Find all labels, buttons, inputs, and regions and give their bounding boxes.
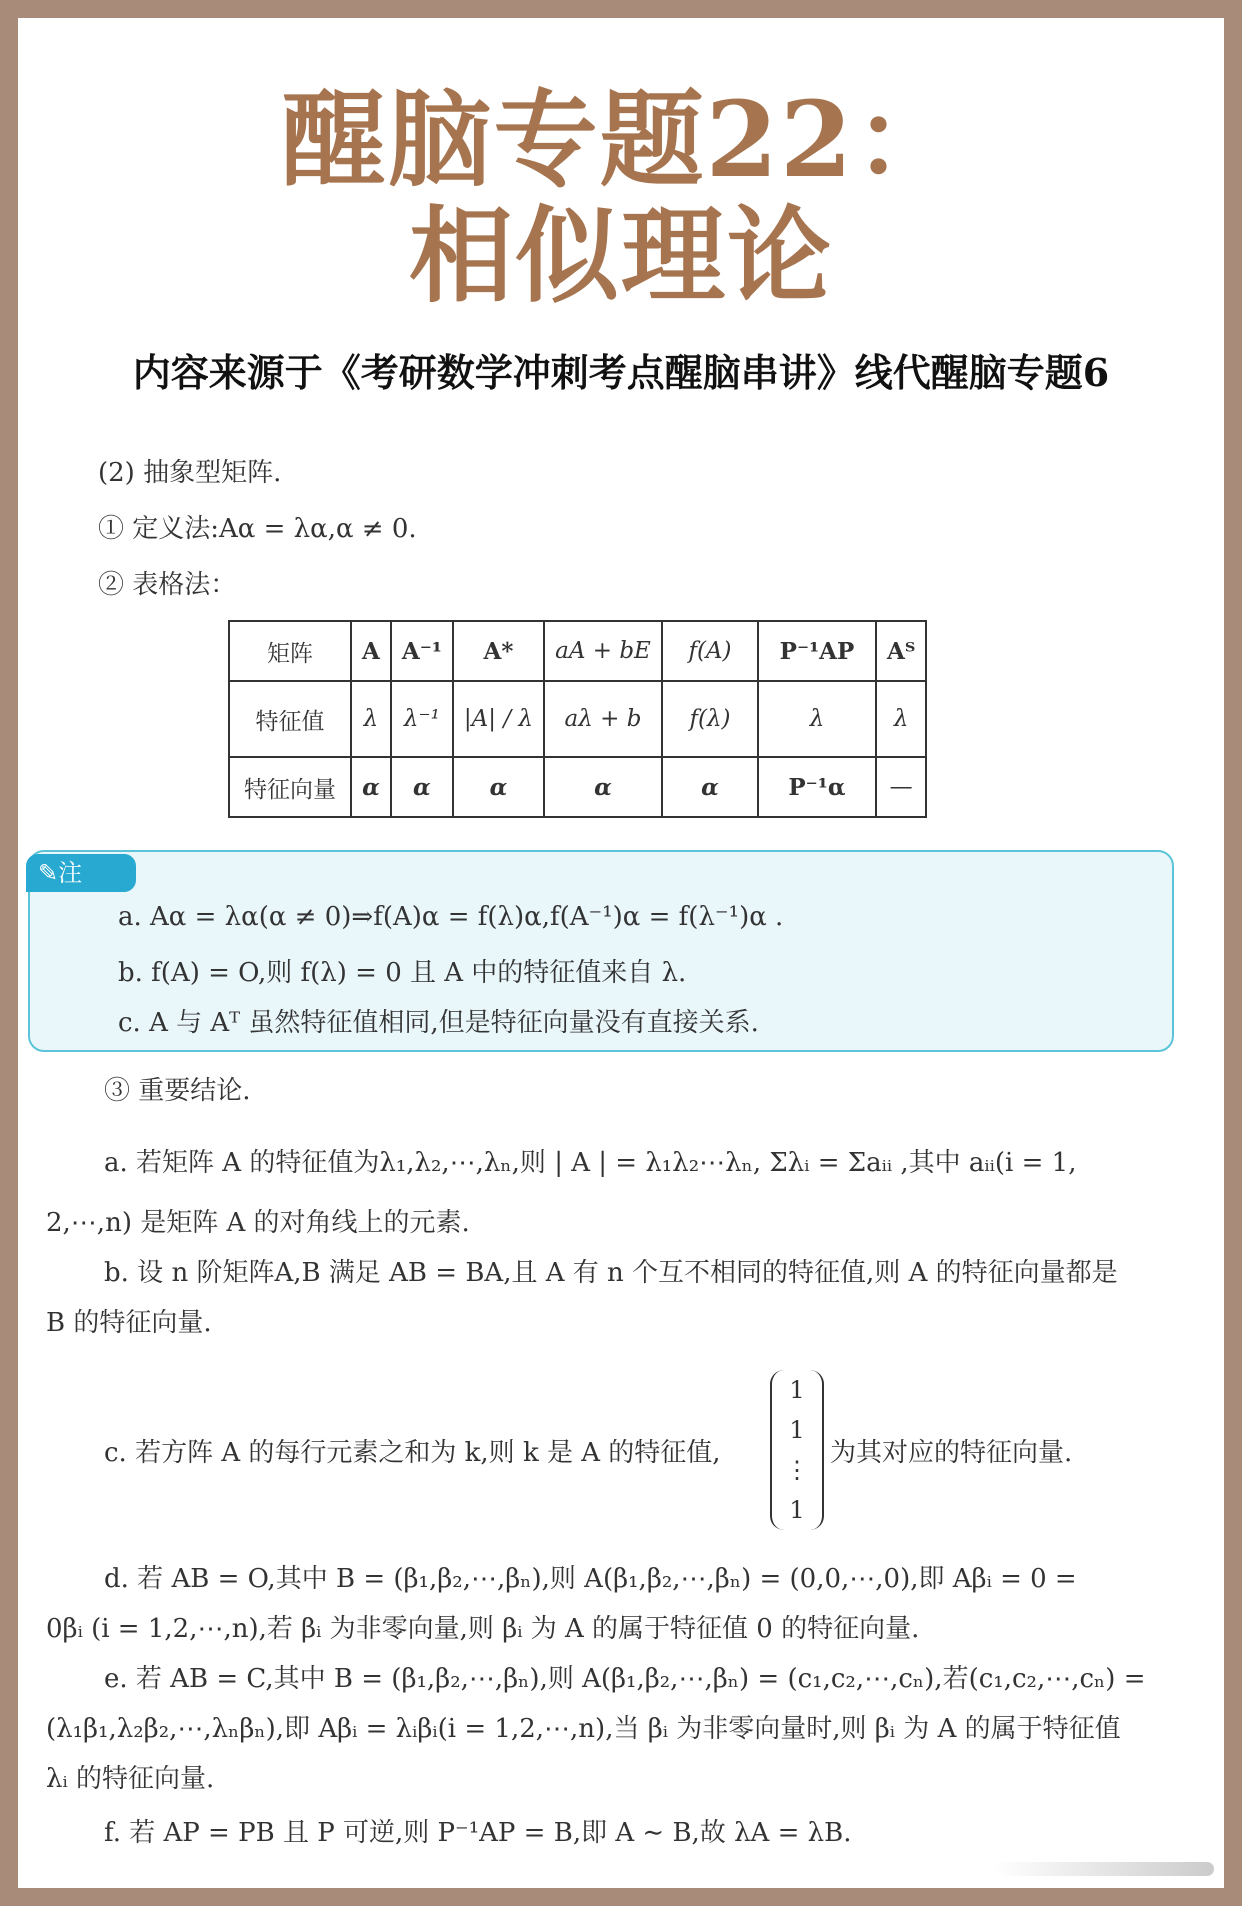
table-method: ② 表格法： — [98, 570, 237, 600]
note-item-b: b. f(A) = O,则 f(λ) = 0 且 A 中的特征值来自 λ. — [118, 958, 687, 988]
conclusion-c-tail: 为其对应的特征向量. — [830, 1438, 1073, 1468]
conclusion-b-line2: B 的特征向量. — [46, 1308, 212, 1338]
edit-note-icon: ✎ — [38, 859, 59, 887]
table-cell: f(λ) — [662, 681, 758, 757]
vector-entry: 1 — [789, 1416, 805, 1444]
table-row — [229, 757, 926, 817]
table-row — [229, 621, 926, 681]
note-tag-label: 注 — [58, 859, 83, 887]
note-tag — [26, 854, 136, 892]
table-cell: P⁻¹AP — [758, 621, 876, 681]
table-cell: 矩阵 — [229, 621, 351, 681]
table-cell: α — [662, 757, 758, 817]
table-cell: α — [544, 757, 662, 817]
conclusion-e-line3: λᵢ 的特征向量. — [46, 1764, 215, 1794]
table-cell: — — [876, 757, 926, 817]
vector-entry: ⋮ — [785, 1456, 809, 1484]
note-item-a: a. Aα = λα(α ≠ 0)⇒f(A)α = f(λ)α,f(A⁻¹)α = f(λ⁻¹)α . — [118, 902, 784, 932]
ones-vector — [770, 1370, 824, 1530]
table-cell: aA + bE — [544, 621, 662, 681]
vector-entry: 1 — [789, 1496, 805, 1524]
table-cell: |A| / λ — [453, 681, 544, 757]
conclusion-e-line1: e. 若 AB = C,其中 B = (β₁,β₂,⋯,βₙ),则 A(β₁,β₂,⋯,βₙ) = (c₁,c₂,⋯,cₙ),若(c₁,c₂,⋯,cₙ) = — [104, 1664, 1146, 1694]
table-cell: A — [351, 621, 391, 681]
watermark-bar — [994, 1862, 1214, 1876]
table-cell: λ — [876, 681, 926, 757]
conclusions-heading: ③ 重要结论. — [104, 1076, 251, 1106]
note-item-c: c. A 与 Aᵀ 虽然特征值相同,但是特征向量没有直接关系. — [118, 1008, 759, 1038]
table-cell: 特征向量 — [229, 757, 351, 817]
title-line-1: 醒脑专题22： — [281, 78, 961, 201]
table-cell: λ — [351, 681, 391, 757]
table-cell: α — [351, 757, 391, 817]
page-title — [18, 78, 1224, 317]
conclusion-a-line1: a. 若矩阵 A 的特征值为λ₁,λ₂,⋯,λₙ,则 | A | = λ₁λ₂⋯λₙ, Σλᵢ = Σaᵢᵢ ,其中 aᵢᵢ(i = 1, — [104, 1148, 1077, 1178]
table-cell: P⁻¹α — [758, 757, 876, 817]
conclusion-d-line2: 0βᵢ (i = 1,2,⋯,n),若 βᵢ 为非零向量,则 βᵢ 为 A 的属于特征值 0 的特征向量. — [46, 1614, 920, 1644]
table-cell: λ — [758, 681, 876, 757]
table-cell: α — [391, 757, 453, 817]
title-line-2: 相似理论 — [408, 194, 833, 317]
table-cell: aλ + b — [544, 681, 662, 757]
vector-entry: 1 — [789, 1376, 805, 1404]
table-row — [229, 681, 926, 757]
source-subtitle: 内容来源于《考研数学冲刺考点醒脑串讲》线代醒脑专题6 — [132, 350, 1110, 395]
table-cell: A* — [453, 621, 544, 681]
eigen-table — [228, 620, 927, 818]
conclusion-a-line2: 2,⋯,n) 是矩阵 A 的对角线上的元素. — [46, 1208, 470, 1238]
conclusion-d-line1: d. 若 AB = O,其中 B = (β₁,β₂,⋯,βₙ),则 A(β₁,β₂,⋯,βₙ) = (0,0,⋯,0),即 Aβᵢ = 0 = — [104, 1564, 1077, 1594]
conclusion-c-text: c. 若方阵 A 的每行元素之和为 k,则 k 是 A 的特征值, — [104, 1438, 721, 1468]
section-heading: (2) 抽象型矩阵. — [98, 458, 282, 488]
table-cell: α — [453, 757, 544, 817]
table-cell: A⁻¹ — [391, 621, 453, 681]
definition-method: ① 定义法:Aα = λα,α ≠ 0. — [98, 514, 417, 544]
conclusion-f: f. 若 AP = PB 且 P 可逆,则 P⁻¹AP = B,即 A ∼ B,故 λA = λB. — [104, 1818, 852, 1848]
conclusion-b-line1: b. 设 n 阶矩阵A,B 满足 AB = BA,且 A 有 n 个互不相同的特征值,则 A 的特征向量都是 — [104, 1258, 1118, 1288]
conclusion-e-line2: (λ₁β₁,λ₂β₂,⋯,λₙβₙ),即 Aβᵢ = λᵢβᵢ(i = 1,2,⋯,n),当 βᵢ 为非零向量时,则 βᵢ 为 A 的属于特征值 — [46, 1714, 1121, 1744]
table-cell: Aᵀ — [876, 621, 926, 681]
table-cell: λ⁻¹ — [391, 681, 453, 757]
table-cell: 特征值 — [229, 681, 351, 757]
table-cell: f(A) — [662, 621, 758, 681]
